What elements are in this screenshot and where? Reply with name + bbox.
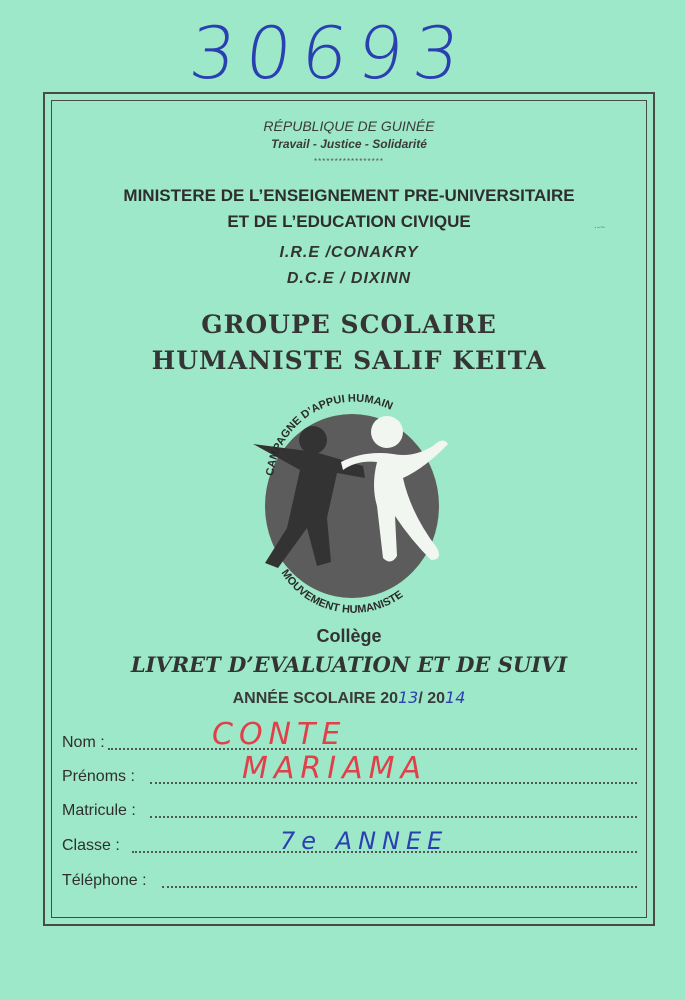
logo-bottom-text: MOUVEMENT HUMANISTE <box>278 567 406 616</box>
classe-label: Classe : <box>62 837 120 854</box>
ministry-line-2: ET DE L’EDUCATION CIVIQUE <box>227 212 471 231</box>
national-motto: Travail - Justice - Solidarité <box>271 137 427 151</box>
star-separator: ***************** <box>314 157 384 166</box>
classe-value: 7e ANNEE <box>280 827 449 855</box>
logo-top-text: CAMPAGNE D’APPUI HUMAIN <box>264 392 395 477</box>
matricule-label: Matricule : <box>62 802 136 819</box>
year-prefix-2: 20 <box>427 690 446 707</box>
republic-heading: RÉPUBLIQUE DE GUINÉE <box>263 118 435 134</box>
prenoms-value: MARIAMA <box>242 751 428 786</box>
telephone-field <box>62 868 637 894</box>
school-year <box>51 688 647 708</box>
nom-line <box>108 748 637 750</box>
humanist-movement-logo <box>245 388 460 618</box>
year-handwritten-1: 13 <box>397 688 419 707</box>
matricule-line <box>150 816 637 818</box>
year-handwritten-2: 14 <box>445 688 466 707</box>
school-year-label: ANNÉE SCOLAIRE <box>232 690 376 707</box>
matricule-field <box>62 798 637 824</box>
classe-field <box>62 827 637 859</box>
nom-label: Nom : <box>62 734 105 751</box>
prenoms-label: Prénoms : <box>62 768 135 785</box>
handwritten-reference-number: 30693 <box>185 11 474 95</box>
dce-label: D.C.E / DIXINN <box>286 270 412 287</box>
ire-label: I.R.E /CONAKRY <box>279 244 419 261</box>
level-label: Collège <box>316 626 382 646</box>
school-name-line-2: HUMANISTE SALIF KEITA <box>151 346 547 375</box>
ministry-line-1: MINISTERE DE L’ENSEIGNEMENT PRE-UNIVERSITAIRE <box>123 186 575 205</box>
year-separator: / <box>418 690 428 707</box>
stray-mark: ·-~ <box>594 222 606 232</box>
school-name-line-1: GROUPE SCOLAIRE <box>201 310 497 339</box>
logo-oval <box>265 414 439 598</box>
booklet-title: LIVRET D’EVALUATION ET DE SUIVI <box>130 652 568 677</box>
telephone-label: Téléphone : <box>62 872 147 889</box>
nom-value: CONTE <box>212 717 347 752</box>
prenoms-field <box>62 751 637 790</box>
telephone-line <box>162 886 637 888</box>
year-prefix-1: 20 <box>380 690 398 707</box>
